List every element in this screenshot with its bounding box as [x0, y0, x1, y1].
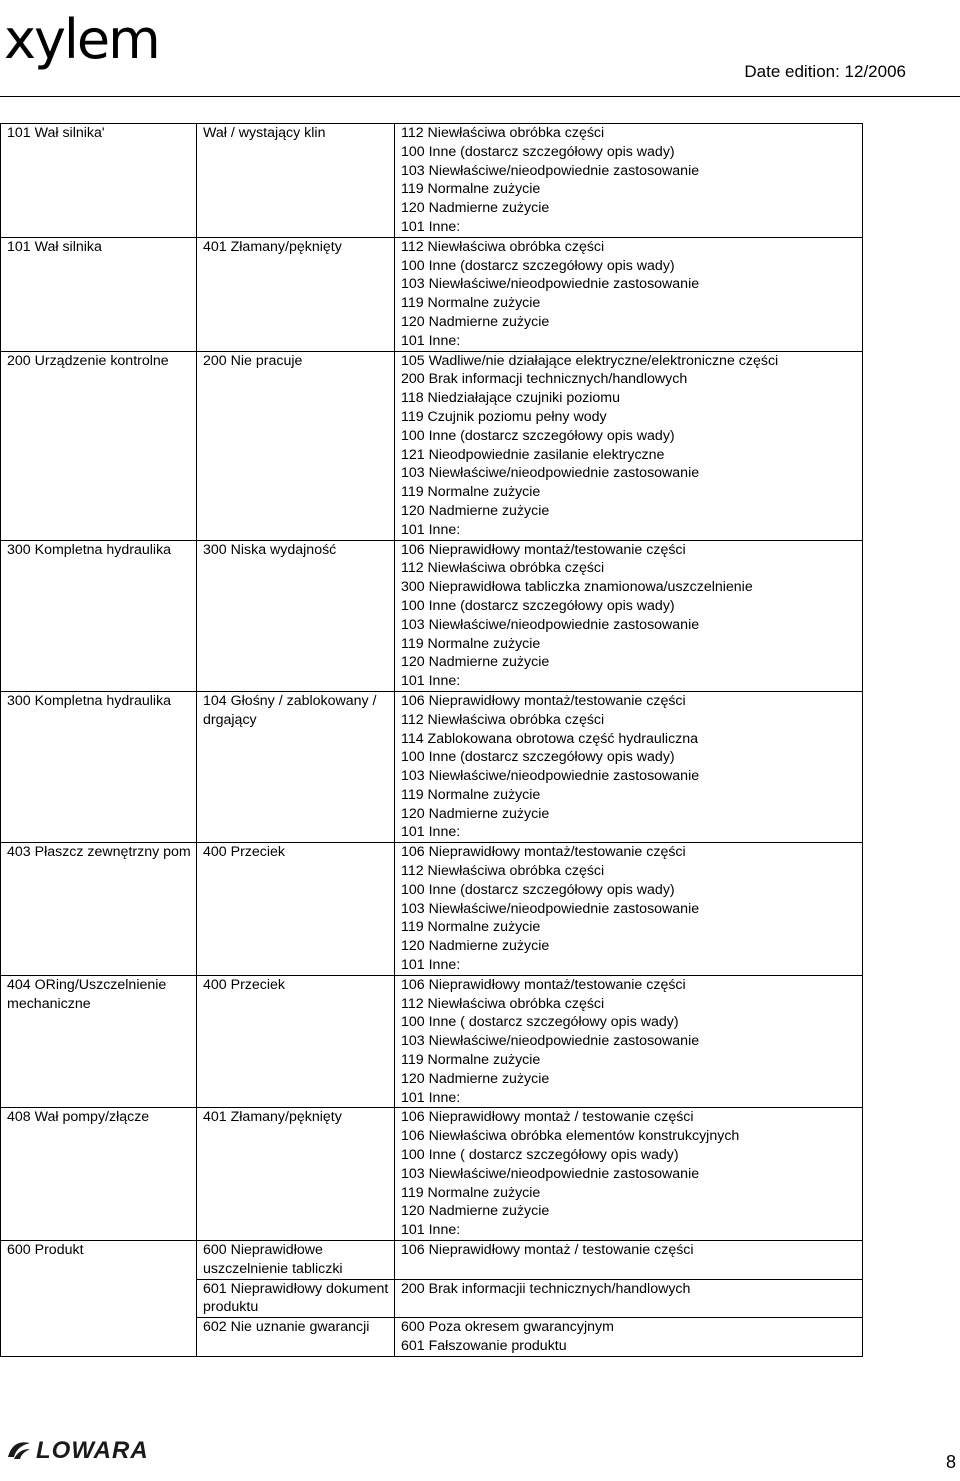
table-row — [1, 540, 863, 691]
cause-item: 119 Czujnik poziomu pełny wody — [401, 408, 607, 425]
cause-item: 100 Inne (dostarcz szczegółowy opis wady) — [401, 143, 675, 160]
cause-item: 112 Niewłaściwa obróbka części — [401, 863, 605, 880]
date-edition: Date edition: 12/2006 — [744, 62, 906, 81]
cause-item: 118 Niedziałające czujniki poziomu — [401, 390, 620, 407]
cause-item: 112 Niewłaściwa obróbka części — [401, 995, 605, 1012]
cause-item: 119 Normalne zużycie — [401, 1184, 541, 1201]
cause-item: 300 Nieprawidłowa tabliczka znamionowa/uszczelnienie — [401, 579, 753, 596]
cause-item: 105 Wadliwe/nie działające elektryczne/elektroniczne części — [401, 352, 779, 369]
component-cell: 300 Kompletna hydraulika — [1, 540, 197, 691]
cause-item: 112 Niewłaściwa obróbka części — [401, 125, 605, 141]
cause-item: 121 Nieodpowiednie zasilanie elektryczne — [401, 446, 665, 463]
component-cell: 600 Produkt — [1, 1241, 197, 1357]
cause-item: 100 Inne (dostarcz szczegółowy opis wady) — [401, 597, 675, 614]
cause-item: 106 Nieprawidłowy montaż/testowanie części — [401, 976, 686, 993]
cause-item: 101 Inne: — [401, 521, 461, 538]
cause-cell — [395, 1108, 863, 1241]
cause-item: 120 Nadmierne zużycie — [401, 654, 550, 671]
cause-item: 119 Normalne zużycie — [401, 295, 541, 312]
xylem-logo: xylem — [4, 8, 159, 71]
cause-cell — [395, 351, 863, 540]
cause-cell — [395, 1241, 863, 1357]
component-cell: 403 Płaszcz zewnętrzny pom — [1, 843, 197, 976]
cause-item: 100 Inne (dostarcz szczegółowy opis wady) — [401, 427, 675, 444]
cause-item: 106 Niewłaściwa obróbka elementów konstrukcyjnych — [401, 1128, 740, 1145]
cause-cell — [395, 691, 863, 842]
cause-item: 119 Normalne zużycie — [401, 635, 541, 652]
cause-item: 120 Nadmierne zużycie — [401, 1203, 550, 1220]
cause-item: 100 Inne (dostarcz szczegółowy opis wady) — [401, 257, 675, 274]
symptom-text: 401 Złamany/pęknięty — [203, 1109, 342, 1126]
cause-item: 103 Niewłaściwe/nieodpowiednie zastosowanie — [401, 465, 700, 482]
cause-item: 601 Fałszowanie produktu — [401, 1338, 567, 1354]
cause-item: 103 Niewłaściwe/nieodpowiednie zastosowanie — [401, 1033, 700, 1050]
symptom-cell — [197, 1241, 395, 1357]
symptom-cell — [197, 975, 395, 1108]
symptom-cell — [197, 843, 395, 976]
cause-item: 100 Inne ( dostarcz szczegółowy opis wady) — [401, 1014, 679, 1031]
cause-subcell — [395, 1241, 862, 1279]
cause-subcell — [395, 1317, 862, 1356]
cause-item: 100 Inne (dostarcz szczegółowy opis wady) — [401, 881, 675, 898]
cause-item: 101 Inne: — [401, 1222, 461, 1239]
table-row — [1, 1241, 863, 1357]
cause-cell — [395, 237, 863, 351]
lowara-logo — [6, 1437, 149, 1465]
symptom-subcell — [197, 1317, 394, 1356]
cause-item: 101 Inne: — [401, 824, 461, 841]
cause-item: 120 Nadmierne zużycie — [401, 938, 550, 955]
symptom-text: 200 Nie pracuje — [203, 352, 303, 369]
cause-cell — [395, 843, 863, 976]
cause-cell — [395, 540, 863, 691]
cause-item: 106 Nieprawidłowy montaż / testowanie części — [401, 1242, 694, 1259]
symptom-text: 600 Nieprawidłowe uszczelnienie tabliczki — [203, 1242, 343, 1277]
symptom-text: Wał / wystający klin — [203, 125, 326, 141]
cause-item: 112 Niewłaściwa obróbka części — [401, 560, 605, 577]
symptom-subcell — [197, 1279, 394, 1318]
symptom-cell — [197, 237, 395, 351]
lowara-mark-icon — [6, 1439, 32, 1461]
cause-subcell — [395, 1279, 862, 1318]
cause-item: 112 Niewłaściwa obróbka części — [401, 711, 605, 728]
lowara-text: LOWARA — [36, 1437, 149, 1464]
table-row — [1, 124, 863, 238]
header-divider — [0, 96, 960, 97]
cause-item: 101 Inne: — [401, 957, 461, 974]
cause-item: 119 Normalne zużycie — [401, 919, 541, 936]
cause-item: 120 Nadmierne zużycie — [401, 805, 550, 822]
component-cell: 101 Wał silnika' — [1, 124, 197, 238]
cause-item: 120 Nadmierne zużycie — [401, 502, 550, 519]
table-row — [1, 237, 863, 351]
cause-item: 103 Niewłaściwe/nieodpowiednie zastosowanie — [401, 276, 700, 293]
component-cell: 200 Urządzenie kontrolne — [1, 351, 197, 540]
symptom-text: 104 Głośny / zablokowany / drgający — [203, 692, 377, 728]
table-row — [1, 843, 863, 976]
table-row — [1, 351, 863, 540]
symptom-text: 401 Złamany/pęknięty — [203, 238, 342, 255]
symptom-subcell — [197, 1241, 394, 1279]
page-number: 8 — [946, 1452, 957, 1472]
component-cell: 101 Wał silnika — [1, 237, 197, 351]
cause-item: 101 Inne: — [401, 1089, 461, 1106]
cause-item: 103 Niewłaściwe/nieodpowiednie zastosowanie — [401, 900, 700, 917]
table-row — [1, 1108, 863, 1241]
cause-item: 101 Inne: — [401, 218, 461, 235]
symptom-text: 300 Niska wydajność — [203, 541, 337, 558]
cause-item: 101 Inne: — [401, 673, 461, 690]
cause-item: 103 Niewłaściwe/nieodpowiednie zastosowanie — [401, 1165, 700, 1182]
cause-item: 120 Nadmierne zużycie — [401, 313, 550, 330]
cause-item: 200 Brak informacji technicznych/handlowych — [401, 371, 688, 388]
cause-item: 103 Niewłaściwe/nieodpowiednie zastosowanie — [401, 616, 700, 633]
component-cell: 408 Wał pompy/złącze — [1, 1108, 197, 1241]
cause-item: 103 Niewłaściwe/nieodpowiednie zastosowanie — [401, 768, 700, 785]
cause-item: 106 Nieprawidłowy montaż/testowanie części — [401, 844, 686, 861]
symptom-text: 400 Przeciek — [203, 844, 286, 861]
component-cell: 300 Kompletna hydraulika — [1, 691, 197, 842]
table-row — [1, 975, 863, 1108]
symptom-text: 400 Przeciek — [203, 976, 286, 993]
cause-item: 119 Normalne zużycie — [401, 1052, 541, 1069]
symptom-cell — [197, 351, 395, 540]
symptom-cell — [197, 540, 395, 691]
cause-item: 100 Inne ( dostarcz szczegółowy opis wady) — [401, 1147, 679, 1164]
cause-item: 103 Niewłaściwe/nieodpowiednie zastosowanie — [401, 162, 700, 179]
cause-item: 200 Brak informacjii technicznych/handlowych — [401, 1280, 691, 1297]
symptom-cell — [197, 124, 395, 238]
table-row — [1, 691, 863, 842]
symptom-text: 602 Nie uznanie gwarancji — [203, 1319, 370, 1336]
cause-item: 120 Nadmierne zużycie — [401, 1070, 550, 1087]
cause-cell — [395, 975, 863, 1108]
defect-code-table — [0, 123, 863, 1357]
cause-item: 101 Inne: — [401, 332, 461, 349]
component-cell: 404 ORing/Uszczelnienie mechaniczne — [1, 975, 197, 1108]
cause-item: 119 Normalne zużycie — [401, 181, 541, 198]
cause-item: 119 Normalne zużycie — [401, 484, 541, 501]
cause-item: 106 Nieprawidłowy montaż / testowanie części — [401, 1109, 694, 1126]
cause-item: 106 Nieprawidłowy montaż/testowanie części — [401, 692, 686, 709]
cause-cell — [395, 124, 863, 238]
cause-item: 114 Zablokowana obrotowa część hydrauliczna — [401, 730, 699, 747]
cause-item: 119 Normalne zużycie — [401, 786, 541, 803]
cause-item: 120 Nadmierne zużycie — [401, 200, 550, 217]
cause-item: 112 Niewłaściwa obróbka części — [401, 238, 605, 255]
cause-item: 600 Poza okresem gwarancyjnym — [401, 1319, 614, 1336]
cause-item: 106 Nieprawidłowy montaż/testowanie części — [401, 541, 686, 558]
cause-item: 100 Inne (dostarcz szczegółowy opis wady) — [401, 749, 675, 766]
symptom-text: 601 Nieprawidłowy dokument produktu — [203, 1280, 389, 1316]
symptom-cell — [197, 691, 395, 842]
symptom-cell — [197, 1108, 395, 1241]
